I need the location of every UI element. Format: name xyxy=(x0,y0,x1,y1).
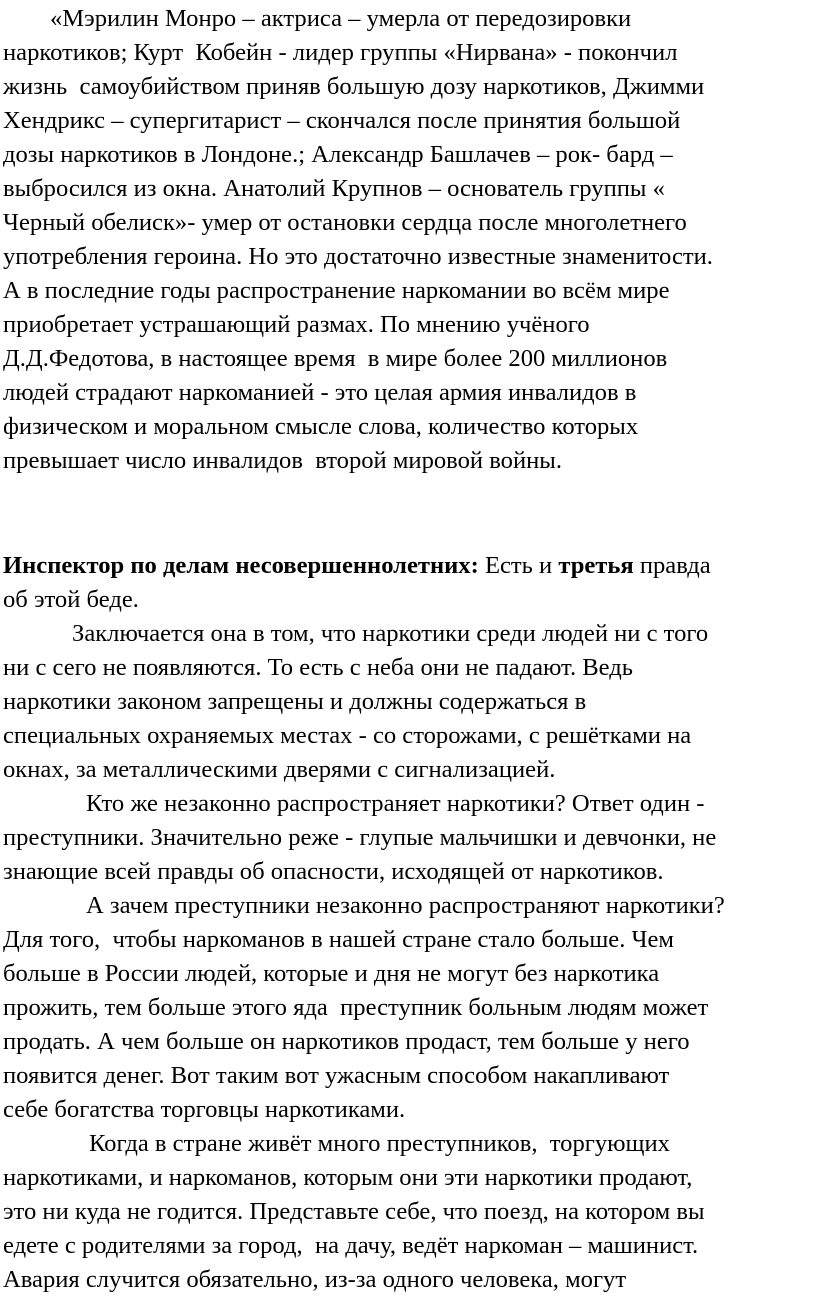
text-line: Черный обелиск»- умер от остановки сердца после многолетнего xyxy=(3,209,687,236)
text-line: превышает число инвалидов второй мировой войны. xyxy=(3,447,562,474)
text-line: наркотиками, и наркоманов, которым они эти наркотики продают, xyxy=(3,1164,693,1191)
text-line: Д.Д.Федотова, в настоящее время в мире более 200 миллионов xyxy=(3,345,668,372)
text-line: окнах, за металлическими дверями с сигнализацией. xyxy=(3,756,556,783)
text-line: А зачем преступники незаконно распространяют наркотики? xyxy=(86,892,725,919)
emphasis-word: третья xyxy=(558,552,634,579)
text-line: Когда в стране живёт много преступников, торгующих xyxy=(89,1130,670,1157)
text-line: Для того, чтобы наркоманов в нашей стране стало больше. Чем xyxy=(3,926,674,953)
speaker-line xyxy=(3,549,711,583)
text-line: Хендрикс – супергитарист – скончался после принятия большой xyxy=(3,107,681,134)
text-line: это ни куда не годится. Представьте себе, что поезд, на котором вы xyxy=(3,1198,705,1225)
text-line: Авария случится обязательно, из-за одного человека, могут xyxy=(3,1266,627,1293)
text-line: выбросился из окна. Анатолий Крупнов – основатель группы « xyxy=(3,175,665,202)
text-line: специальных охраняемых местах - со сторожами, с решётками на xyxy=(3,722,692,749)
text-line: людей страдают наркоманией - это целая армия инвалидов в xyxy=(3,379,637,406)
text-line: А в последние годы распространение наркомании во всём мире xyxy=(3,277,670,304)
speaker-text: правда xyxy=(633,552,711,579)
text-line: появится денег. Вот таким вот ужасным способом накапливают xyxy=(3,1062,670,1089)
text-line: употребления героина. Но это достаточно известные знаменитости. xyxy=(3,243,713,270)
text-line: наркотиков; Курт Кобейн - лидер группы «Нирвана» - покончил xyxy=(3,39,678,66)
text-line: преступники. Значительно реже - глупые мальчишки и девчонки, не xyxy=(3,824,717,851)
text-line: ни с сего не появляются. То есть с неба они не падают. Ведь xyxy=(3,654,633,681)
speaker-label: Инспектор по делам несовершеннолетних: xyxy=(3,552,479,579)
text-line: едете с родителями за город, на дачу, ведёт наркоман – машинист. xyxy=(3,1232,699,1259)
text-line: прожить, тем больше этого яда преступник больным людям может xyxy=(3,994,709,1021)
text-line: приобретает устрашающий размах. По мнению учёного xyxy=(3,311,590,338)
text-line: Заключается она в том, что наркотики среди людей ни с того xyxy=(72,620,709,647)
text-line: больше в России людей, которые и дня не могут без наркотика xyxy=(3,960,660,987)
text-line: об этой беде. xyxy=(3,586,139,613)
speaker-text: Есть и xyxy=(478,552,559,579)
text-line: жизнь самоубийством приняв большую дозу наркотиков, Джимми xyxy=(3,73,705,100)
text-line: продать. А чем больше он наркотиков продаст, тем больше у него xyxy=(3,1028,690,1055)
text-line: себе богатства торговцы наркотиками. xyxy=(3,1096,406,1123)
text-line: Кто же незаконно распространяет наркотики? Ответ один - xyxy=(86,790,705,817)
text-line: дозы наркотиков в Лондоне.; Александр Башлачев – рок- бард – xyxy=(3,141,673,168)
text-line: «Мэрилин Монро – актриса – умерла от передозировки xyxy=(50,5,632,32)
text-line: наркотики законом запрещены и должны содержаться в xyxy=(3,688,587,715)
text-line: физическом и моральном смысле слова, количество которых xyxy=(3,413,639,440)
text-line: знающие всей правды об опасности, исходящей от наркотиков. xyxy=(3,858,664,885)
